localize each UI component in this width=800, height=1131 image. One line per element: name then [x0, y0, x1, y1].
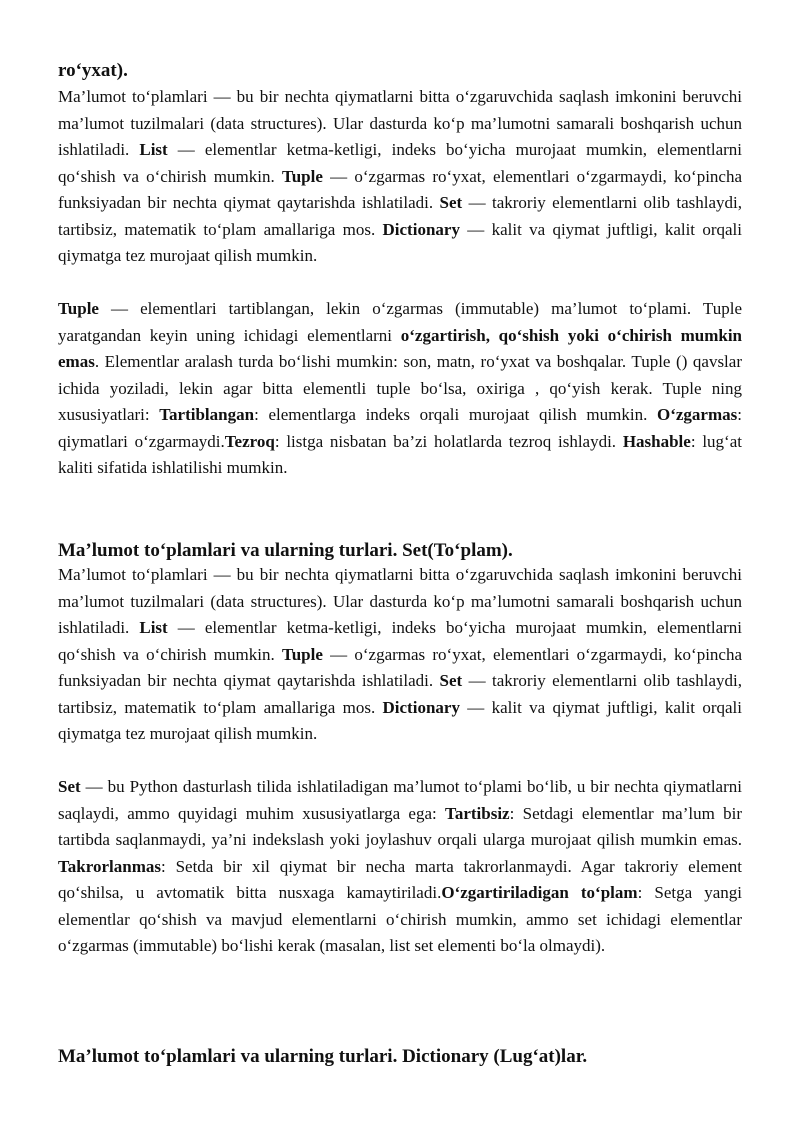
text-run: — takroriy elementlarni olib tashlaydi, tartibsiz, matematik to‘plam amallariga mos. [58, 193, 742, 239]
text-run: — elementlar ketma-ketligi, indeks bo‘yicha murojaat mumkin, elementlarni qo‘shish va o‘chirish mumkin. [58, 140, 743, 186]
text-run: : qiymatlari o‘zgarmaydi. [58, 405, 742, 451]
bold-term: Tezroq [224, 431, 275, 451]
text-run: — bu Python dasturlash tilida ishlatiladigan ma’lumot to‘plami bo‘lib, u bir nechta qiymatlarni saqlaydi, ammo quyidagi muhim xususiyatlarga ega: [58, 777, 742, 823]
text-run: — takroriy elementlarni olib tashlaydi, tartibsiz, matematik to‘plam amallariga mos. [58, 671, 742, 717]
paragraph-tuple [58, 296, 742, 482]
bold-term: Tuple [58, 299, 99, 318]
paragraph-collections-intro [58, 84, 742, 270]
bold-term: Hashable [622, 431, 691, 451]
text-run: : lug‘at kaliti sifatida ishlatilishi mumkin. [58, 431, 742, 477]
bold-term: O‘zgartiriladigan to‘plam [441, 883, 638, 902]
text-run: . Elementlar aralash turda bo‘lishi mumkin: son, matn, ro‘yxat va boshqalar. Tuple () qavslar ichida yoziladi, lekin agar bitta elementli tuple bo‘lsa, oxiriga , qo‘yish kerak. Tuple ning xususiyatlari: [58, 352, 742, 424]
text-run: : Setga yangi elementlar qo‘shish va mavjud elementlarni o‘chirish mumkin, ammo set ichidagi elementlar o‘zgarmas (immutable) bo‘lishi kerak (masalan, list set elementi bo‘la olmaydi). [58, 883, 742, 955]
bold-term: O‘zgarmas [657, 405, 738, 424]
text-run: Ma’lumot to‘plamlari — bu bir nechta qiymatlarni bitta o‘zgaruvchida saqlash imkonini beruvchi ma’lumot tuzilmalari (data structures). Ular dasturda ko‘p ma’lumotni samarali boshqarish uchun ishlatiladi. [58, 565, 742, 637]
section-heading-continuation: ro‘yxat). [58, 60, 128, 81]
bold-term: Tuple [281, 166, 323, 186]
text-run: : Setdagi elementlar ma’lum bir tartibda saqlanmaydi, ya’ni indekslash yoki joylashuv orqali ularga murojaat qilish mumkin emas. [58, 803, 742, 849]
bold-term: Tartiblangan [159, 405, 255, 424]
paragraph-set [58, 774, 742, 960]
bold-term: Dictionary [382, 219, 460, 239]
bold-term: List [139, 140, 168, 159]
bold-term: o‘zgartirish, qo‘shish yoki o‘chirish mumkin emas [58, 325, 743, 371]
bold-term: Takrorlanmas [58, 856, 161, 876]
text-run: : Setda bir xil qiymat bir necha marta takrorlanmaydi. Agar takroriy element qo‘shilsa, u avtomatik bitta nusxaga kamaytiriladi. [58, 856, 742, 902]
section-heading-dictionary: Ma’lumot to‘plamlari va ularning turlari. Dictionary (Lug‘at)lar. [58, 1046, 588, 1067]
bold-term: Set [439, 671, 463, 690]
bold-term: List [139, 618, 168, 637]
paragraph-collections-intro-repeat [58, 562, 742, 748]
text-run: — o‘zgarmas ro‘yxat, elementlari o‘zgarmaydi, ko‘pincha funksiyadan bir nechta qiymat qaytarishda ishlatiladi. [58, 166, 743, 212]
bold-term: Tuple [281, 644, 323, 664]
bold-term: Dictionary [382, 697, 460, 717]
text-run: : elementlarga indeks orqali murojaat qilish mumkin. [254, 405, 657, 424]
text-run: : listga nisbatan ba’zi holatlarda tezroq ishlaydi. [274, 431, 623, 451]
text-run: — o‘zgarmas ro‘yxat, elementlari o‘zgarmaydi, ko‘pincha funksiyadan bir nechta qiymat qaytarishda ishlatiladi. [58, 644, 743, 690]
text-run: — elementlar ketma-ketligi, indeks bo‘yicha murojaat mumkin, elementlarni qo‘shish va o‘chirish mumkin. [58, 618, 743, 664]
section-heading-set: Ma’lumot to‘plamlari va ularning turlari. Set(To‘plam). [58, 540, 513, 561]
text-run: — kalit va qiymat juftligi, kalit orqali qiymatga tez murojaat qilish mumkin. [58, 219, 742, 265]
bold-term: Tartibsiz [445, 803, 510, 823]
bold-term: Set [439, 193, 463, 212]
text-run: — kalit va qiymat juftligi, kalit orqali qiymatga tez murojaat qilish mumkin. [58, 697, 742, 743]
bold-term: Set [58, 777, 81, 796]
text-run: Ma’lumot to‘plamlari — bu bir nechta qiymatlarni bitta o‘zgaruvchida saqlash imkonini beruvchi ma’lumot tuzilmalari (data structures). Ular dasturda ko‘p ma’lumotni samarali boshqarish uchun ishlatiladi. [58, 87, 742, 159]
text-run: — elementlari tartiblangan, lekin o‘zgarmas (immutable) ma’lumot to‘plami. Tuple yaratgandan keyin uning ichidagi elementlarni [58, 299, 742, 345]
